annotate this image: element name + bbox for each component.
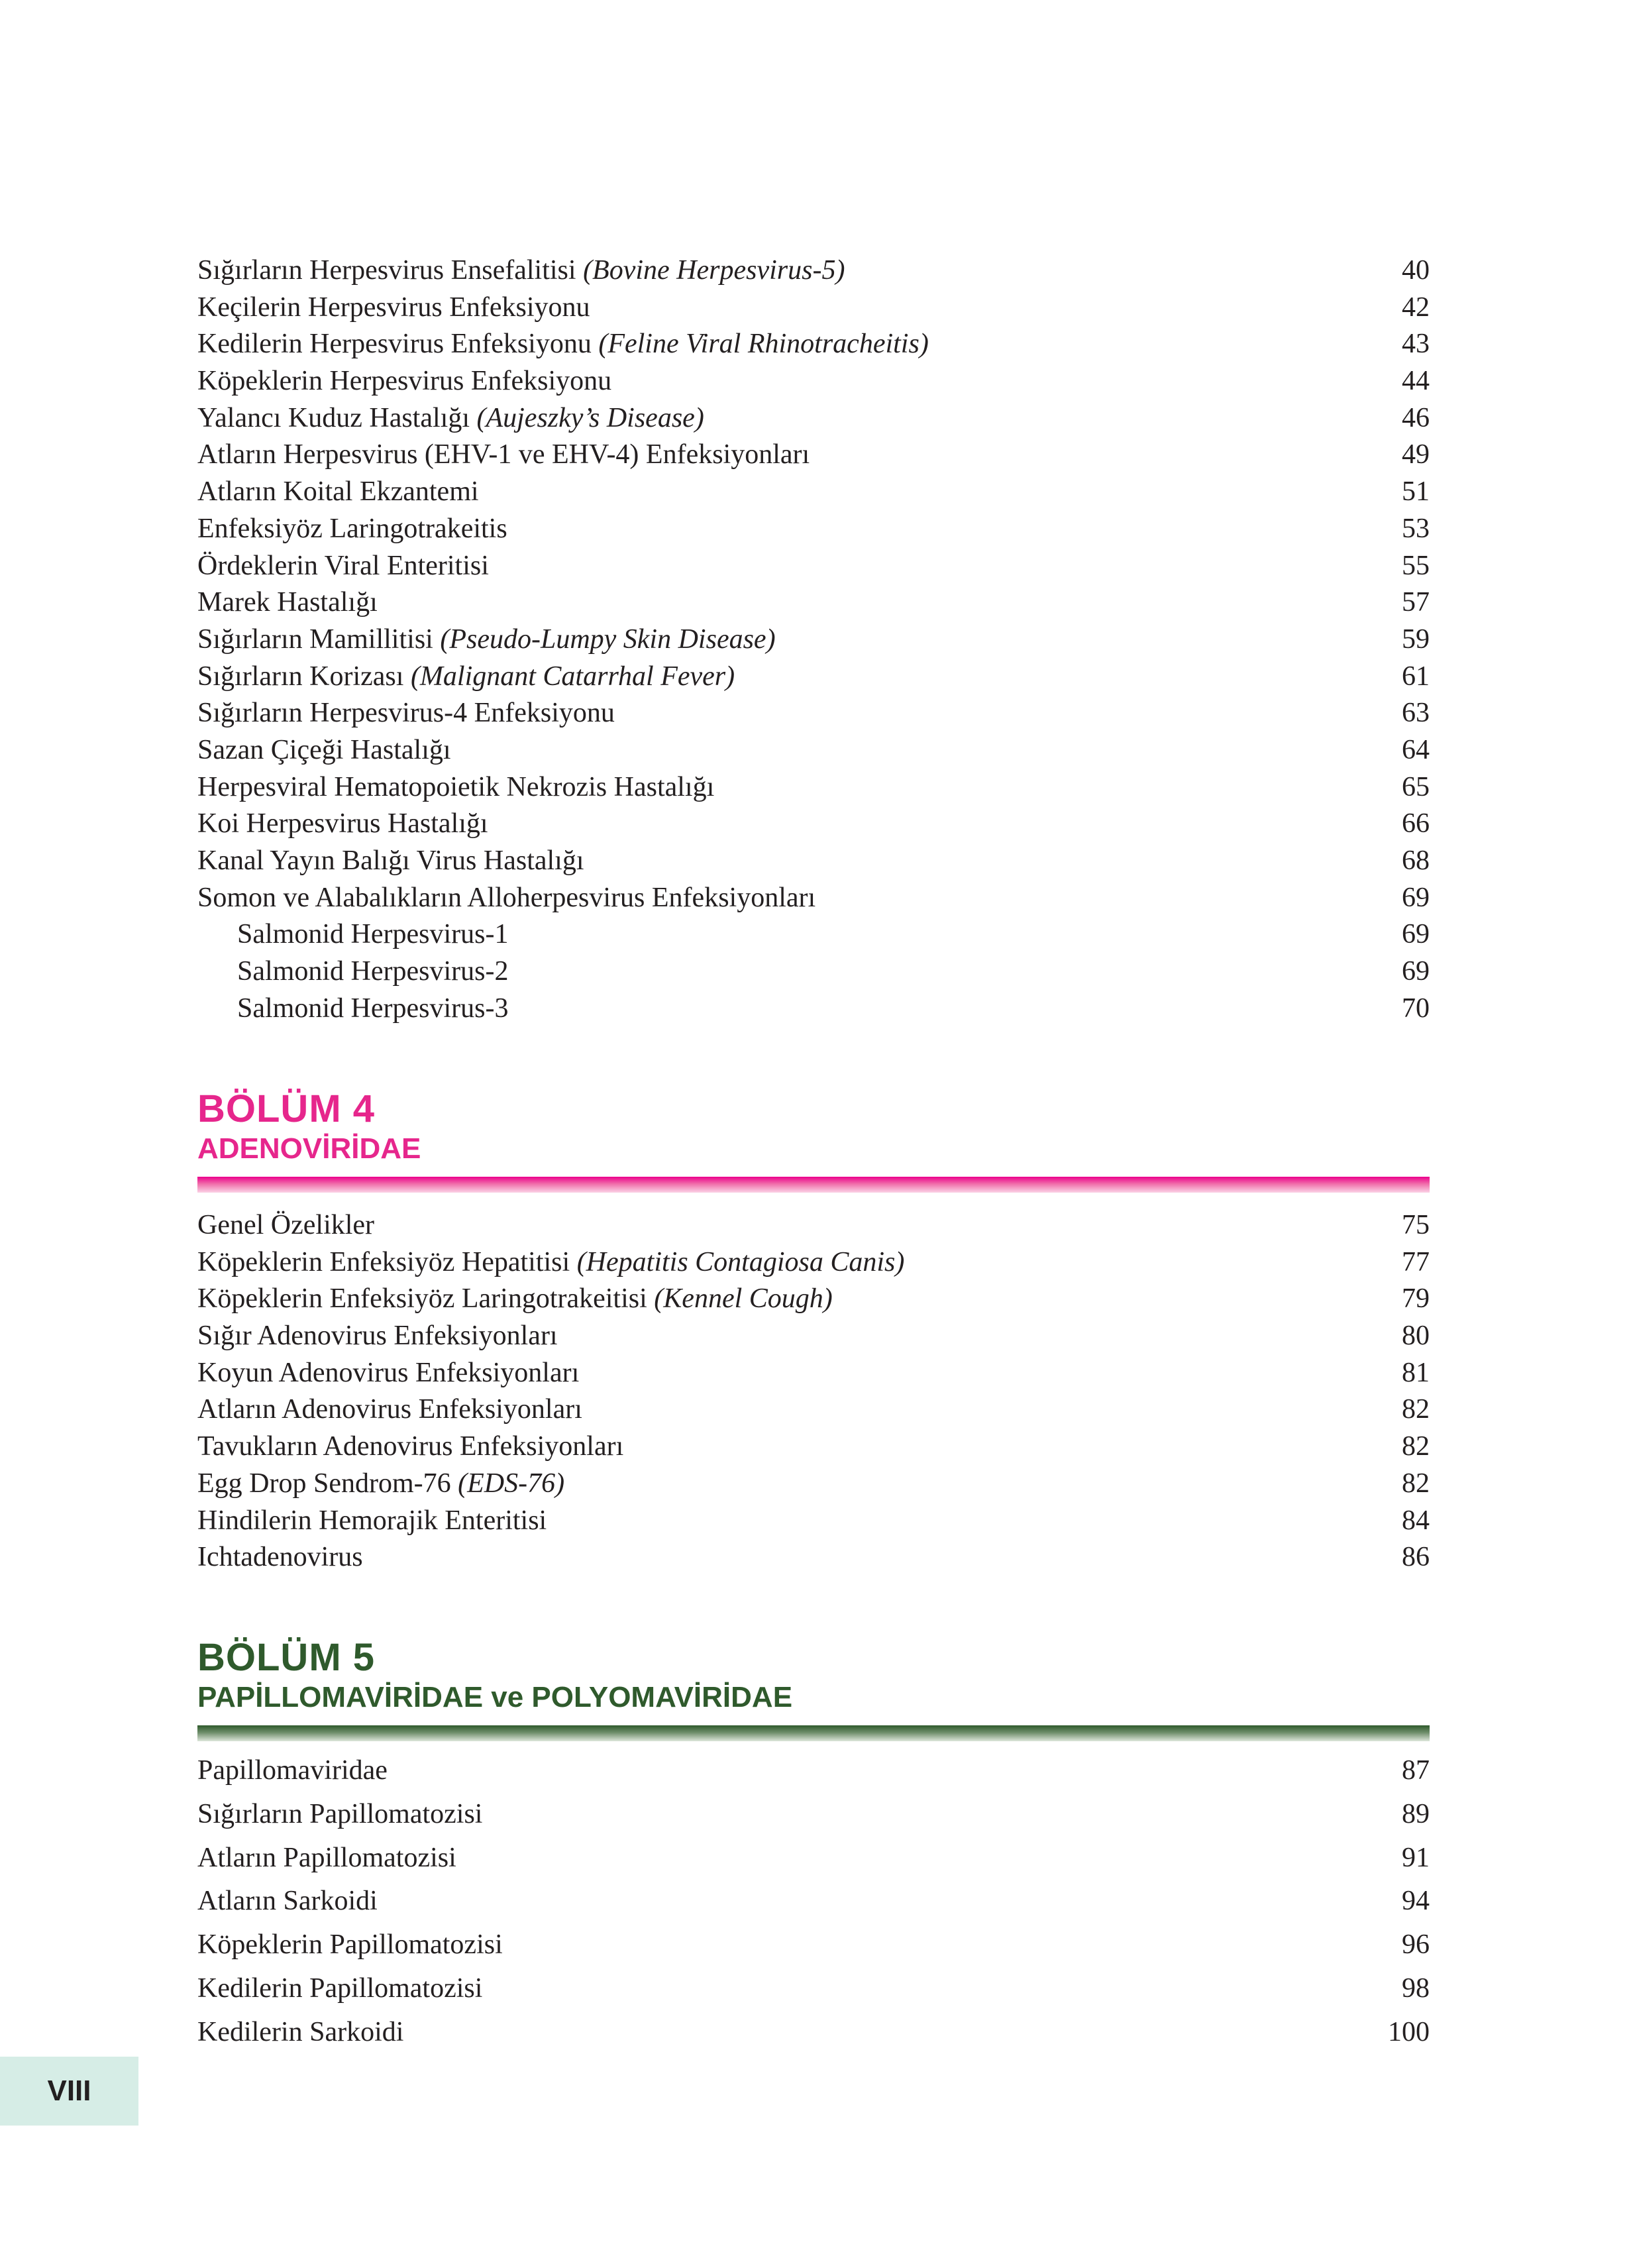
toc-entry-page-number: 55 — [1402, 550, 1430, 581]
toc-entry-page-number: 63 — [1402, 698, 1430, 729]
toc-entry-page-number: 81 — [1402, 1357, 1430, 1388]
toc-entry-page-number: 68 — [1402, 845, 1430, 876]
toc-entry-title-text: Kanal Yayın Balığı Virus Hastalığı — [197, 845, 584, 876]
toc-entry-page-number: 86 — [1402, 1542, 1430, 1573]
toc-entry-title — [197, 474, 479, 511]
toc-entry-title — [197, 1503, 547, 1540]
toc-entry-page-number: 84 — [1402, 1505, 1430, 1536]
toc-entry[interactable] — [197, 1318, 1430, 1355]
toc-entry-page-number: 69 — [1402, 882, 1430, 913]
toc-entry-title-text: Hindilerin Hemorajik Enteritisi — [197, 1505, 547, 1536]
toc-entry-title-text: Köpeklerin Herpesvirus Enfeksiyonu — [197, 366, 612, 397]
toc-entry-title — [197, 548, 489, 585]
toc-entry-title-text: Papillomaviridae — [197, 1755, 388, 1786]
toc-entry-title-text: Köpeklerin Papillomatozisi — [197, 1929, 503, 1961]
toc-entry-page-number: 82 — [1402, 1431, 1430, 1462]
toc-entry[interactable] — [197, 953, 1430, 991]
toc-entry-title — [197, 1391, 582, 1429]
chapter-5-number: BÖLÜM 5 — [197, 1636, 375, 1679]
toc-entry-title — [197, 363, 611, 400]
toc-entry-title — [197, 584, 378, 621]
toc-entry[interactable] — [197, 843, 1430, 880]
toc-entry[interactable] — [197, 991, 1430, 1028]
toc-entry-title-text: Tavukların Adenovirus Enfeksiyonları — [197, 1431, 624, 1462]
toc-entry[interactable] — [197, 1967, 1430, 2011]
toc-entry-title-text: Salmonid Herpesvirus-1 — [237, 919, 509, 950]
toc-entry-page-number: 43 — [1402, 329, 1430, 360]
chapter-4-number: BÖLÜM 4 — [197, 1087, 375, 1130]
toc-entry-page-number: 46 — [1402, 402, 1430, 433]
toc-entry[interactable] — [197, 1793, 1430, 1837]
toc-entry-title-text: Atların Koital Ekzantemi — [197, 476, 479, 508]
toc-entry-title-text: Koyun Adenovirus Enfeksiyonları — [197, 1357, 580, 1388]
toc-entry[interactable] — [197, 474, 1430, 511]
toc-entry-title-text: Atların Papillomatozisi — [197, 1842, 456, 1873]
toc-entry-title-text: Sığırların Korizası — [197, 661, 404, 692]
toc-entry-title-text: Yalancı Kuduz Hastalığı — [197, 402, 470, 433]
toc-entry-title — [197, 1539, 363, 1576]
toc-entry[interactable] — [197, 695, 1430, 732]
toc-entry-title — [197, 991, 508, 1028]
toc-entry[interactable] — [197, 806, 1430, 843]
toc-entry[interactable] — [197, 1503, 1430, 1540]
toc-entry[interactable] — [197, 1244, 1430, 1281]
toc-entry[interactable] — [197, 659, 1430, 696]
toc-entry-title — [197, 880, 816, 917]
toc-entry-title — [197, 1355, 579, 1392]
toc-entry-latin-name: (Pseudo-Lumpy Skin Disease) — [440, 623, 776, 655]
toc-list-adenoviridae — [197, 1207, 1430, 1576]
chapter-5-heading — [197, 1637, 1430, 1741]
toc-entry-title-text: Kedilerin Papillomatozisi — [197, 1972, 483, 2004]
toc-entry-title-text: Sığırların Mamillitisi — [197, 623, 433, 655]
toc-list-papillomaviridae — [197, 1749, 1430, 2055]
chapter-4-rule — [197, 1177, 1430, 1193]
toc-entry-latin-name: (EDS-76) — [458, 1468, 565, 1499]
toc-entry-page-number: 65 — [1402, 771, 1430, 802]
toc-entry-title-text: Köpeklerin Enfeksiyöz Laringotrakeitisi — [197, 1283, 647, 1315]
chapter-4-heading — [197, 1088, 1430, 1193]
toc-entry-title-text: Sığırların Herpesvirus-4 Enfeksiyonu — [197, 698, 615, 729]
toc-entry-page-number: 51 — [1402, 476, 1430, 508]
toc-entry-title — [197, 437, 810, 474]
chapter-4-title: ADENOVİRİDAE — [197, 1132, 421, 1165]
toc-entry[interactable] — [197, 1837, 1430, 1880]
toc-entry[interactable] — [197, 363, 1430, 400]
toc-entry-title — [197, 326, 929, 363]
toc-entry[interactable] — [197, 732, 1430, 769]
toc-entry-title-text: Ichtadenovirus — [197, 1542, 363, 1573]
toc-entry-page-number: 82 — [1402, 1394, 1430, 1425]
toc-entry-title — [197, 621, 776, 659]
toc-entry-page-number: 61 — [1402, 661, 1430, 692]
toc-entry-page-number: 91 — [1402, 1842, 1430, 1873]
toc-entry-title-text: Köpeklerin Enfeksiyöz Hepatitisi — [197, 1246, 570, 1277]
toc-entry-latin-name: (Hepatitis Contagiosa Canis) — [576, 1246, 905, 1277]
toc-list-herpesviridae — [197, 252, 1430, 1027]
toc-entry-latin-name: (Feline Viral Rhinotracheitis) — [598, 329, 929, 360]
toc-entry-title — [197, 1281, 833, 1318]
toc-entry-title — [197, 1207, 374, 1244]
toc-entry-title — [197, 400, 704, 437]
toc-entry[interactable] — [197, 584, 1430, 621]
toc-entry-title — [197, 732, 451, 769]
toc-entry-title — [197, 695, 615, 732]
page-number-tab: VIII — [0, 2057, 138, 2126]
toc-entry-title-text: Koi Herpesvirus Hastalığı — [197, 808, 488, 839]
chapter-5-title: PAPİLLOMAVİRİDAE ve POLYOMAVİRİDAE — [197, 1681, 793, 1713]
toc-entry-title-text: Sığır Adenovirus Enfeksiyonları — [197, 1321, 558, 1352]
toc-entry-title-text: Egg Drop Sendrom-76 — [197, 1468, 451, 1499]
toc-entry[interactable] — [197, 621, 1430, 659]
toc-entry[interactable] — [197, 769, 1430, 806]
toc-entry-title — [197, 1429, 623, 1466]
toc-entry-title-text: Sığırların Herpesvirus Ensefalitisi — [197, 255, 576, 286]
toc-entry-title-text: Atların Sarkoidi — [197, 1886, 378, 1917]
toc-entry-page-number: 42 — [1402, 292, 1430, 323]
toc-entry-title-text: Somon ve Alabalıkların Alloherpesvirus Enfeksiyonları — [197, 882, 816, 913]
toc-entry-title — [197, 252, 845, 290]
toc-entry[interactable] — [197, 2011, 1430, 2055]
toc-entry-page-number: 64 — [1402, 734, 1430, 765]
toc-entry-title — [197, 1880, 378, 1923]
toc-entry-title-text: Marek Hastalığı — [197, 587, 378, 618]
toc-entry-title — [197, 953, 508, 991]
toc-entry-page-number: 82 — [1402, 1468, 1430, 1499]
toc-entry-title-text: Keçilerin Herpesvirus Enfeksiyonu — [197, 292, 590, 323]
toc-entry-title — [197, 843, 584, 880]
toc-entry-title — [197, 1923, 503, 1967]
toc-entry-title — [197, 2011, 403, 2055]
toc-entry-page-number: 59 — [1402, 623, 1430, 655]
toc-entry-page-number: 77 — [1402, 1246, 1430, 1277]
toc-entry-page-number: 57 — [1402, 587, 1430, 618]
toc-entry-page-number: 70 — [1402, 993, 1430, 1024]
toc-entry-latin-name: (Kennel Cough) — [654, 1283, 833, 1315]
toc-entry[interactable] — [197, 326, 1430, 363]
toc-entry-title — [197, 659, 735, 696]
toc-entry-page-number: 98 — [1402, 1972, 1430, 2004]
toc-entry[interactable] — [197, 290, 1430, 327]
toc-entry-page-number: 100 — [1388, 2016, 1430, 2047]
toc-entry-title — [197, 1318, 558, 1355]
toc-entry-page-number: 75 — [1402, 1210, 1430, 1240]
toc-entry-title-text: Atların Adenovirus Enfeksiyonları — [197, 1394, 582, 1425]
toc-entry[interactable] — [197, 1429, 1430, 1466]
toc-entry-title — [197, 1837, 456, 1880]
toc-entry-page-number: 87 — [1402, 1755, 1430, 1786]
toc-entry[interactable] — [197, 1466, 1430, 1503]
toc-entry-page-number: 40 — [1402, 255, 1430, 286]
toc-entry-page-number: 80 — [1402, 1321, 1430, 1352]
toc-entry[interactable] — [197, 1539, 1430, 1576]
toc-entry[interactable] — [197, 880, 1430, 917]
toc-entry-title-text: Kedilerin Herpesvirus Enfeksiyonu — [197, 329, 592, 360]
toc-entry-title-text: Kedilerin Sarkoidi — [197, 2016, 404, 2047]
toc-entry-page-number: 44 — [1402, 366, 1430, 397]
toc-entry-title — [197, 1749, 388, 1793]
toc-entry-page-number: 69 — [1402, 956, 1430, 987]
toc-entry-latin-name: (Bovine Herpesvirus-5) — [583, 255, 845, 286]
toc-entry-title-text: Herpesviral Hematopoietik Nekrozis Hastalığı — [197, 771, 715, 802]
toc-entry-page-number: 66 — [1402, 808, 1430, 839]
toc-entry-title — [197, 1793, 482, 1837]
toc-entry-title-text: Sığırların Papillomatozisi — [197, 1798, 483, 1829]
toc-entry[interactable] — [197, 1355, 1430, 1392]
toc-entry[interactable] — [197, 437, 1430, 474]
toc-entry-title — [197, 1466, 564, 1503]
toc-entry-page-number: 49 — [1402, 439, 1430, 470]
toc-entry-title — [197, 1967, 482, 2011]
toc-entry-page-number: 94 — [1402, 1886, 1430, 1917]
toc-entry-title-text: Enfeksiyöz Laringotrakeitis — [197, 513, 507, 544]
toc-entry-page-number: 79 — [1402, 1283, 1430, 1315]
toc-entry[interactable] — [197, 1207, 1430, 1244]
toc-entry[interactable] — [197, 916, 1430, 953]
toc-entry-title — [197, 806, 488, 843]
toc-entry-latin-name: (Aujeszky’s Disease) — [476, 402, 704, 433]
toc-entry-title — [197, 290, 590, 327]
toc-entry[interactable] — [197, 1923, 1430, 1967]
toc-entry[interactable] — [197, 548, 1430, 585]
toc-entry-title — [197, 511, 507, 548]
toc-entry-title-text: Sazan Çiçeği Hastalığı — [197, 734, 451, 765]
toc-entry-title-text: Salmonid Herpesvirus-2 — [237, 956, 509, 987]
toc-entry[interactable] — [197, 1391, 1430, 1429]
toc-entry[interactable] — [197, 1880, 1430, 1923]
chapter-5-rule — [197, 1725, 1430, 1741]
toc-entry-title-text: Ördeklerin Viral Enteritisi — [197, 550, 489, 581]
toc-entry[interactable] — [197, 252, 1430, 290]
toc-entry-latin-name: (Malignant Catarrhal Fever) — [410, 661, 735, 692]
toc-entry-page-number: 89 — [1402, 1798, 1430, 1829]
toc-entry[interactable] — [197, 1749, 1430, 1793]
toc-entry-page-number: 53 — [1402, 513, 1430, 544]
toc-entry-page-number: 96 — [1402, 1929, 1430, 1961]
toc-entry-title — [197, 769, 714, 806]
toc-entry-title-text: Salmonid Herpesvirus-3 — [237, 993, 509, 1024]
toc-entry[interactable] — [197, 511, 1430, 548]
toc-entry-title — [197, 916, 508, 953]
toc-entry-title — [197, 1244, 904, 1281]
toc-entry[interactable] — [197, 1281, 1430, 1318]
toc-entry[interactable] — [197, 400, 1430, 437]
toc-entry-title-text: Atların Herpesvirus (EHV-1 ve EHV-4) Enfeksiyonları — [197, 439, 810, 470]
toc-entry-title-text: Genel Özelikler — [197, 1210, 375, 1240]
toc-entry-page-number: 69 — [1402, 919, 1430, 950]
